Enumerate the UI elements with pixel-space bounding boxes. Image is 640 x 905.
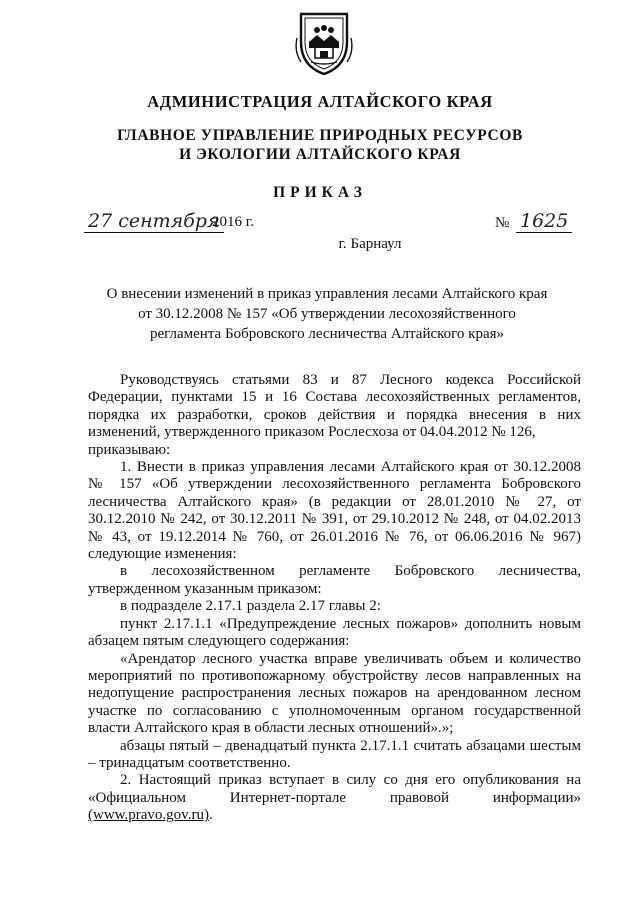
item-1-renumber-paragraph: абзацы пятый – двенадцатый пункта 2.17.1.1 считать абзацами шестым – тринадцатым соответственно. — [88, 737, 581, 771]
pravo-gov-link[interactable]: (www.pravo.gov.ru) — [88, 807, 209, 824]
document-year: 2016 г. — [212, 214, 254, 230]
altai-coat-of-arms-emblem — [295, 8, 353, 76]
preamble-paragraph: Руководствуясь статьями 83 и 87 Лесного кодекса Российской Федерации, пунктами 15 и 16 Состава лесохозяйственных регламентов, порядка их разработки, сроков действия и порядка внесения в них изменений, утвержденного приказом Рослесхоза от 04.04.2012 № 126, — [88, 372, 581, 441]
item-2-text: 2. Настоящий приказ вступает в силу со дня его опубликования на «Официальном Интернет-портале правовой информации» — [88, 772, 581, 806]
item-1-subsection-paragraph: в подразделе 2.17.1 раздела 2.17 главы 2: — [120, 598, 381, 615]
department-heading-line1: ГЛАВНОЕ УПРАВЛЕНИЕ ПРИРОДНЫХ РЕСУРСОВ — [117, 127, 523, 144]
item-1-clause-paragraph: пункт 2.17.1.1 «Предупреждение лесных пожаров» дополнить новым абзацем пятым следующего содержания: — [88, 615, 581, 650]
department-heading-line2: И ЭКОЛОГИИ АЛТАЙСКОГО КРАЯ — [179, 146, 461, 163]
handwritten-date: 27 сентября — [84, 210, 224, 233]
item-1-paragraph: 1. Внести в приказ управления лесами Алтайского края от 30.12.2008 № 157 «Об утверждении лесохозяйственного регламента Бобровского лесничества Алтайского края» (в редакции от 28.01.2010 № 27, от 30.12.2010 № 242, от 30.12.2011 № 391, от 29.10.2012 № 248, от 04.02.2013 № 43, от 19.12.2014 № 760, от 26.01.2016 № 76, от 06.06.2016 № 967) следующие изменения: — [88, 459, 581, 563]
handwritten-number: 1625 — [516, 210, 572, 233]
order-subject — [92, 284, 562, 344]
item-2-paragraph — [88, 772, 581, 824]
city-line: г. Барнаул — [338, 236, 402, 252]
administration-heading: АДМИНИСТРАЦИЯ АЛТАЙСКОГО КРАЯ — [147, 92, 493, 111]
document-type-title: ПРИКАЗ — [273, 184, 367, 201]
order-word: приказываю: — [88, 441, 171, 458]
subject-line: регламента Бобровского лесничества Алтайского края» — [149, 326, 505, 342]
subject-line: от 30.12.2008 № 157 «Об утверждении лесохозяйственного — [138, 306, 516, 322]
order-body — [88, 372, 581, 825]
item-1-quoted-text: «Арендатор лесного участка вправе увеличивать объем и количество мероприятий по противопожарному обустройству лесов направленных на недопущение распространения лесных пожаров на арендованном лесном участке по согласованию с уполномоченным органом государственной власти Алтайского края в области лесных отношений».»; — [88, 650, 581, 737]
subject-line: О внесении изменений в приказ управления лесами Алтайского края — [106, 286, 548, 302]
item-1-regulation-paragraph: в лесохозяйственном регламенте Бобровского лесничества, утвержденном указанным приказом: — [88, 563, 581, 597]
number-label: № — [495, 215, 510, 231]
item-2-end: . — [208, 807, 213, 824]
